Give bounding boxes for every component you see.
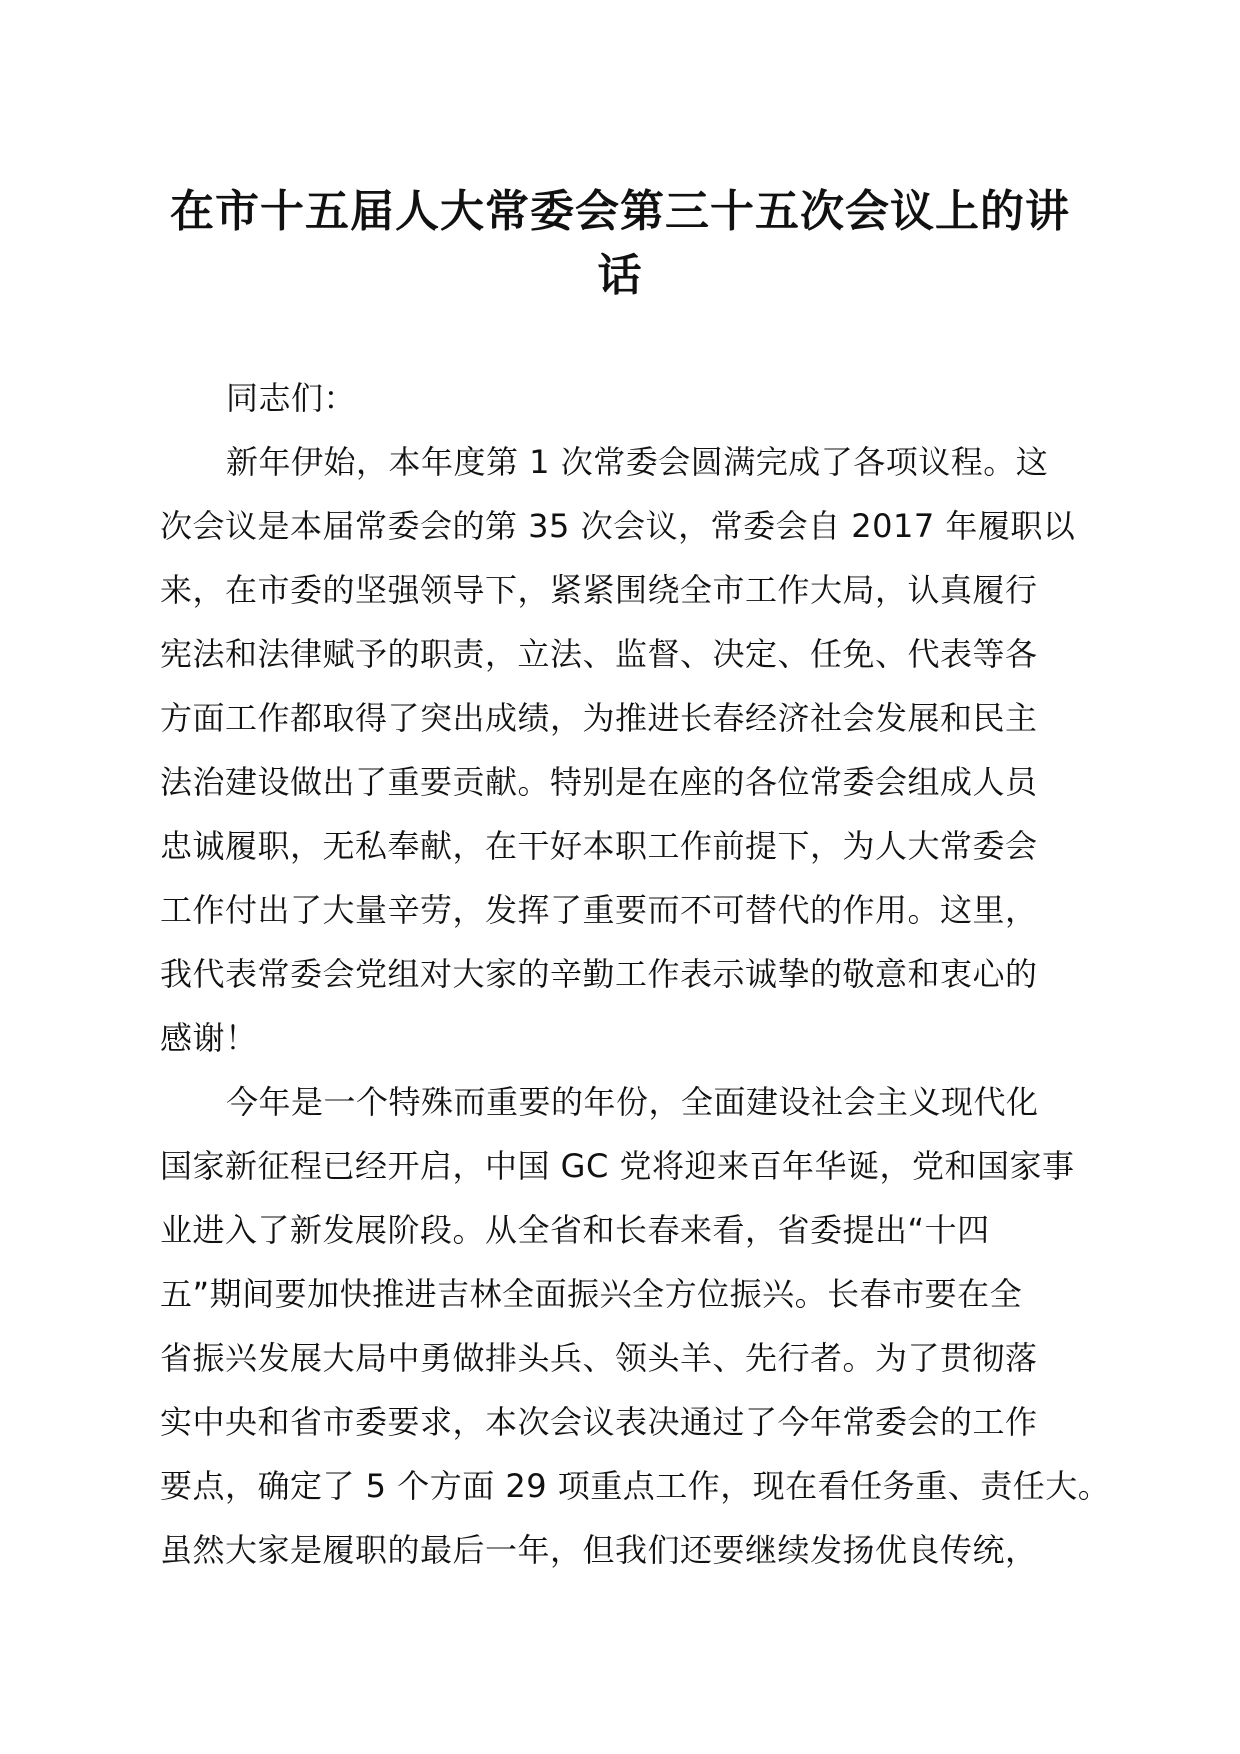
paragraph-line: 方面工作都取得了突出成绩，为推进长春经济社会发展和民主 xyxy=(160,699,1038,737)
paragraph-line: 业进入了新发展阶段。从全省和长春来看，省委提出“十四 xyxy=(160,1211,990,1249)
paragraph-line: 宪法和法律赋予的职责，立法、监督、决定、任免、代表等各 xyxy=(160,635,1038,673)
paragraph-line: 五”期间要加快推进吉林全面振兴全方位振兴。长春市要在全 xyxy=(160,1275,1023,1313)
paragraph-line: 国家新征程已经开启，中国 GC 党将迎来百年华诞，党和国家事 xyxy=(160,1147,1075,1185)
paragraph-line: 法治建设做出了重要贡献。特别是在座的各位常委会组成人员 xyxy=(160,763,1038,801)
paragraph-line: 次会议是本届常委会的第 35 次会议，常委会自 2017 年履职以 xyxy=(160,507,1076,545)
paragraph-line: 工作付出了大量辛劳，发挥了重要而不可替代的作用。这里， xyxy=(160,891,1038,929)
paragraph-line: 今年是一个特殊而重要的年份，全面建设社会主义现代化 xyxy=(226,1083,1039,1121)
title-line-1: 在市十五届人大常委会第三十五次会议上的讲 xyxy=(170,186,1070,237)
document-body xyxy=(160,366,1111,1582)
document-title xyxy=(150,180,1090,308)
salutation: 同志们： xyxy=(226,379,357,417)
paragraph-2 xyxy=(160,1070,1111,1582)
paragraph-line: 虽然大家是履职的最后一年，但我们还要继续发扬优良传统， xyxy=(160,1531,1038,1569)
paragraph-line: 我代表常委会党组对大家的辛勤工作表示诚挚的敬意和衷心的 xyxy=(160,955,1038,993)
paragraph-line: 感谢！ xyxy=(160,1019,258,1057)
paragraph-line: 忠诚履职，无私奉献，在干好本职工作前提下，为人大常委会 xyxy=(160,827,1038,865)
title-line-2: 话 xyxy=(597,250,643,301)
paragraph-line: 省振兴发展大局中勇做排头兵、领头羊、先行者。为了贯彻落 xyxy=(160,1339,1038,1377)
paragraph-line: 新年伊始，本年度第 1 次常委会圆满完成了各项议程。这 xyxy=(226,443,1049,481)
paragraph-line: 要点，确定了 5 个方面 29 项重点工作，现在看任务重、责任大。 xyxy=(160,1467,1111,1505)
paragraph-line: 来，在市委的坚强领导下，紧紧围绕全市工作大局，认真履行 xyxy=(160,571,1038,609)
paragraph-line: 实中央和省市委要求，本次会议表决通过了今年常委会的工作 xyxy=(160,1403,1038,1441)
paragraph-1 xyxy=(160,430,1090,1070)
